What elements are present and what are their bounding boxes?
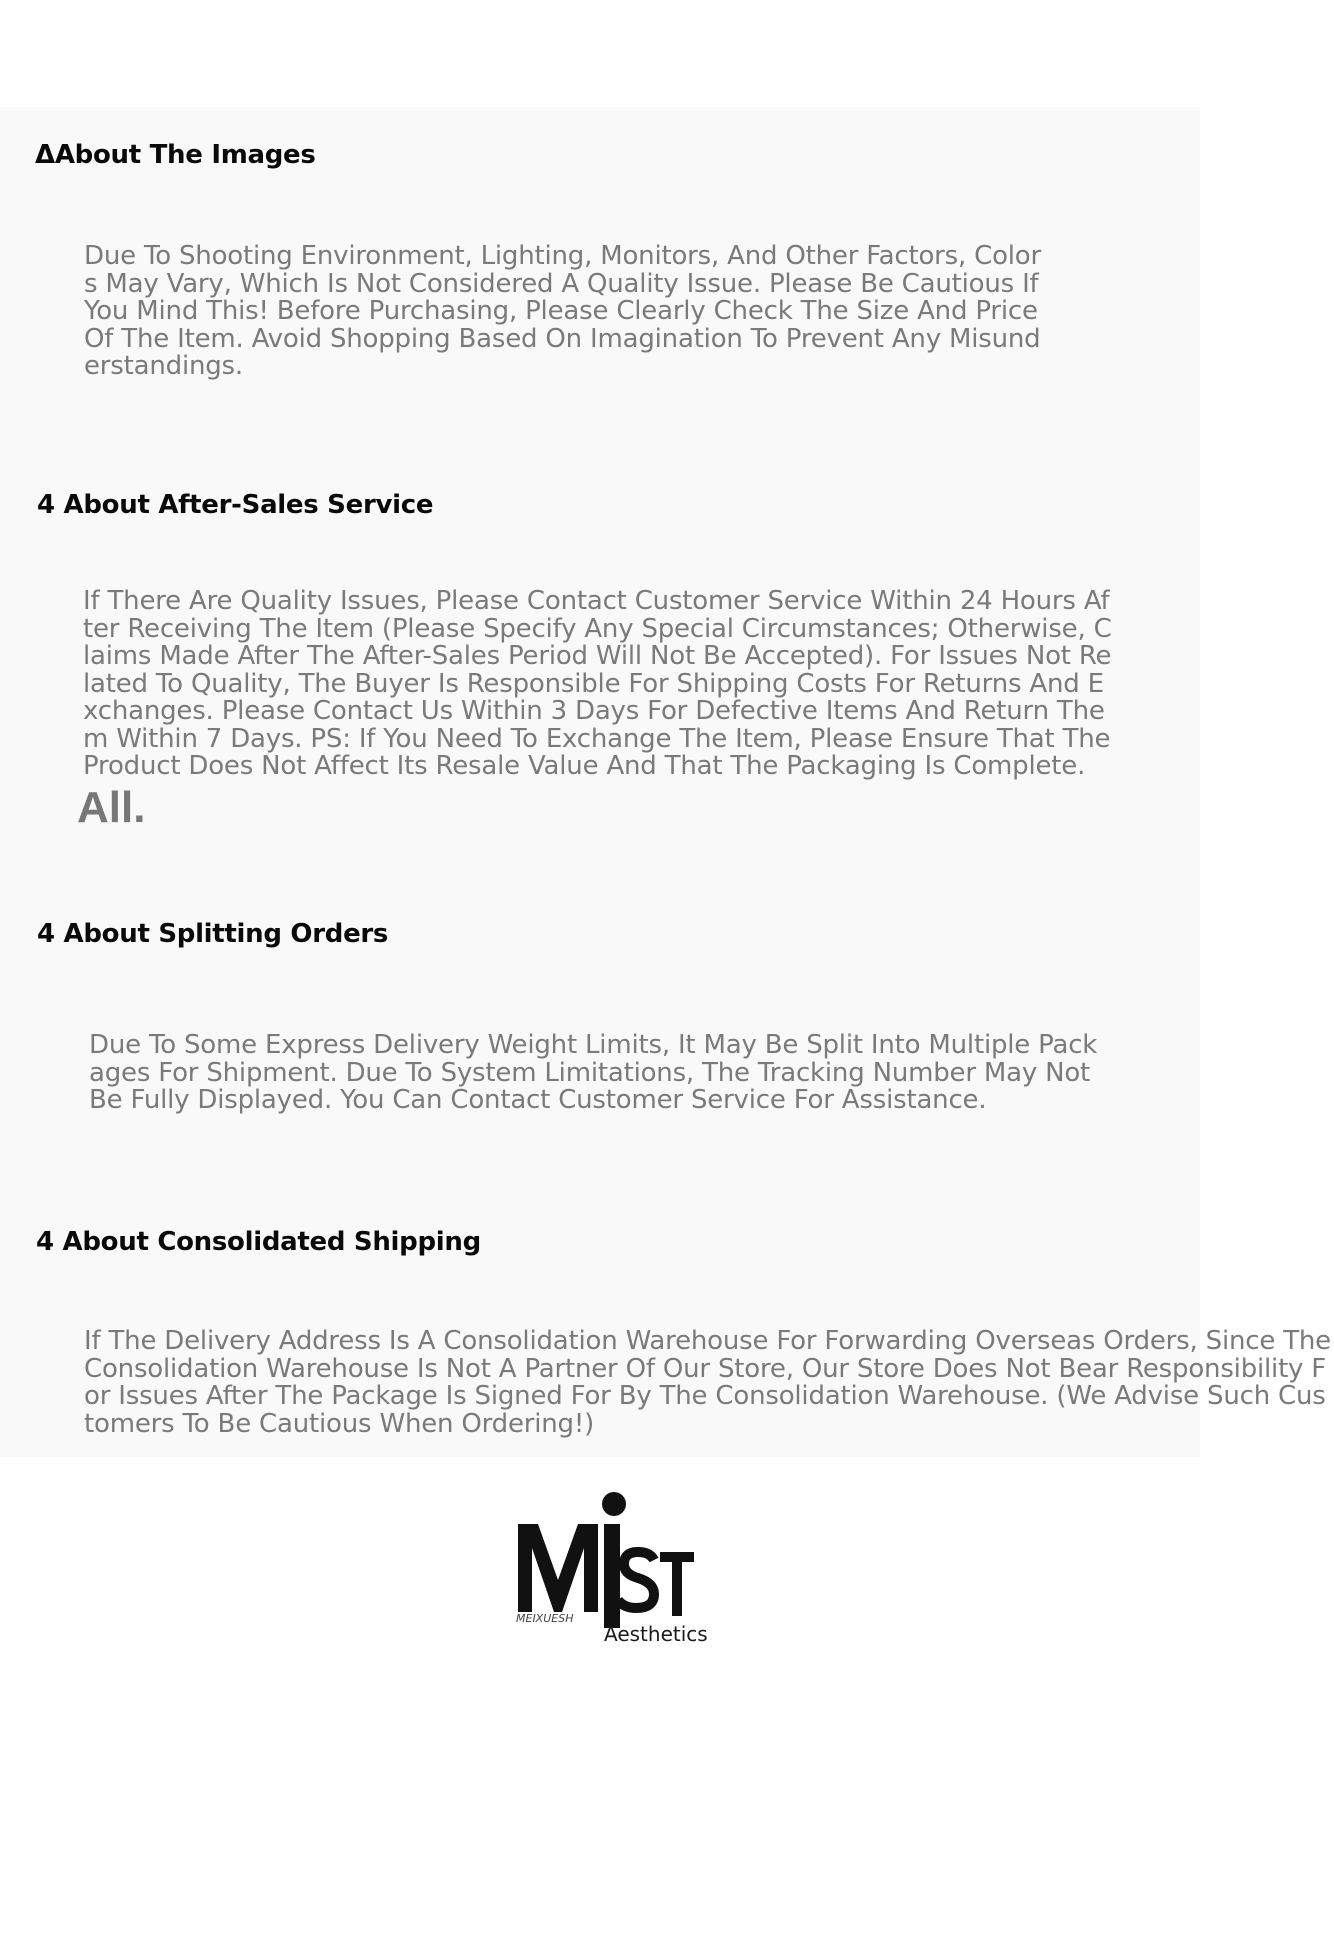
section-title-consolidated-shipping: 4 About Consolidated Shipping <box>36 1227 481 1257</box>
section-tail-all: All. <box>77 783 146 832</box>
section-body-consolidated-shipping: If The Delivery Address Is A Consolidation Warehouse For Forwarding Overseas Orders, Since The Consolidation Warehouse Is Not A Partner Of Our Store, Our Store Does Not Bear Responsibility For Issues After The Package Is Signed For By The Consolidation Warehouse. (We Advise Such Customers To Be Cautious When Ordering!) <box>84 1326 1331 1439</box>
brand-small-text: MEIXUESH <box>516 1612 574 1625</box>
section-body-splitting-orders: Due To Some Express Delivery Weight Limits, It May Be Split Into Multiple Packages For Shipment. Due To System Limitations, The Tracking Number May Not Be Fully Displayed. You Can Contact Customer Service For Assistance. <box>89 1030 1098 1115</box>
section-title-images: ΔAbout The Images <box>35 140 316 170</box>
section-title-splitting-orders: 4 About Splitting Orders <box>37 919 389 949</box>
section-body-images: Due To Shooting Environment, Lighting, Monitors, And Other Factors, Colors May Vary, Which Is Not Considered A Quality Issue. Please Be Cautious If You Mind This! Before Purchasing, Please Clearly Check The Size And Price Of The Item. Avoid Shopping Based On Imagination To Prevent Any Misunderstandings. <box>84 241 1041 381</box>
brand-caption: Aesthetics <box>604 1622 708 1646</box>
section-body-after-sales: If There Are Quality Issues, Please Contact Customer Service Within 24 Hours After Receiving The Item (Please Specify Any Special Circumstances; Otherwise, Claims Made After The After-Sales Period Will Not Be Accepted). For Issues Not Related To Quality, The Buyer Is Responsible For Shipping Costs For Returns And Exchanges. Please Contact Us Within 3 Days For Defective Items And Return Them Within 7 Days. PS: If You Need To Exchange The Item, Please Ensure That The Product Does Not Affect Its Resale Value And That The Packaging Is Complete. <box>83 586 1112 781</box>
section-title-after-sales: 4 About After-Sales Service <box>37 490 434 520</box>
